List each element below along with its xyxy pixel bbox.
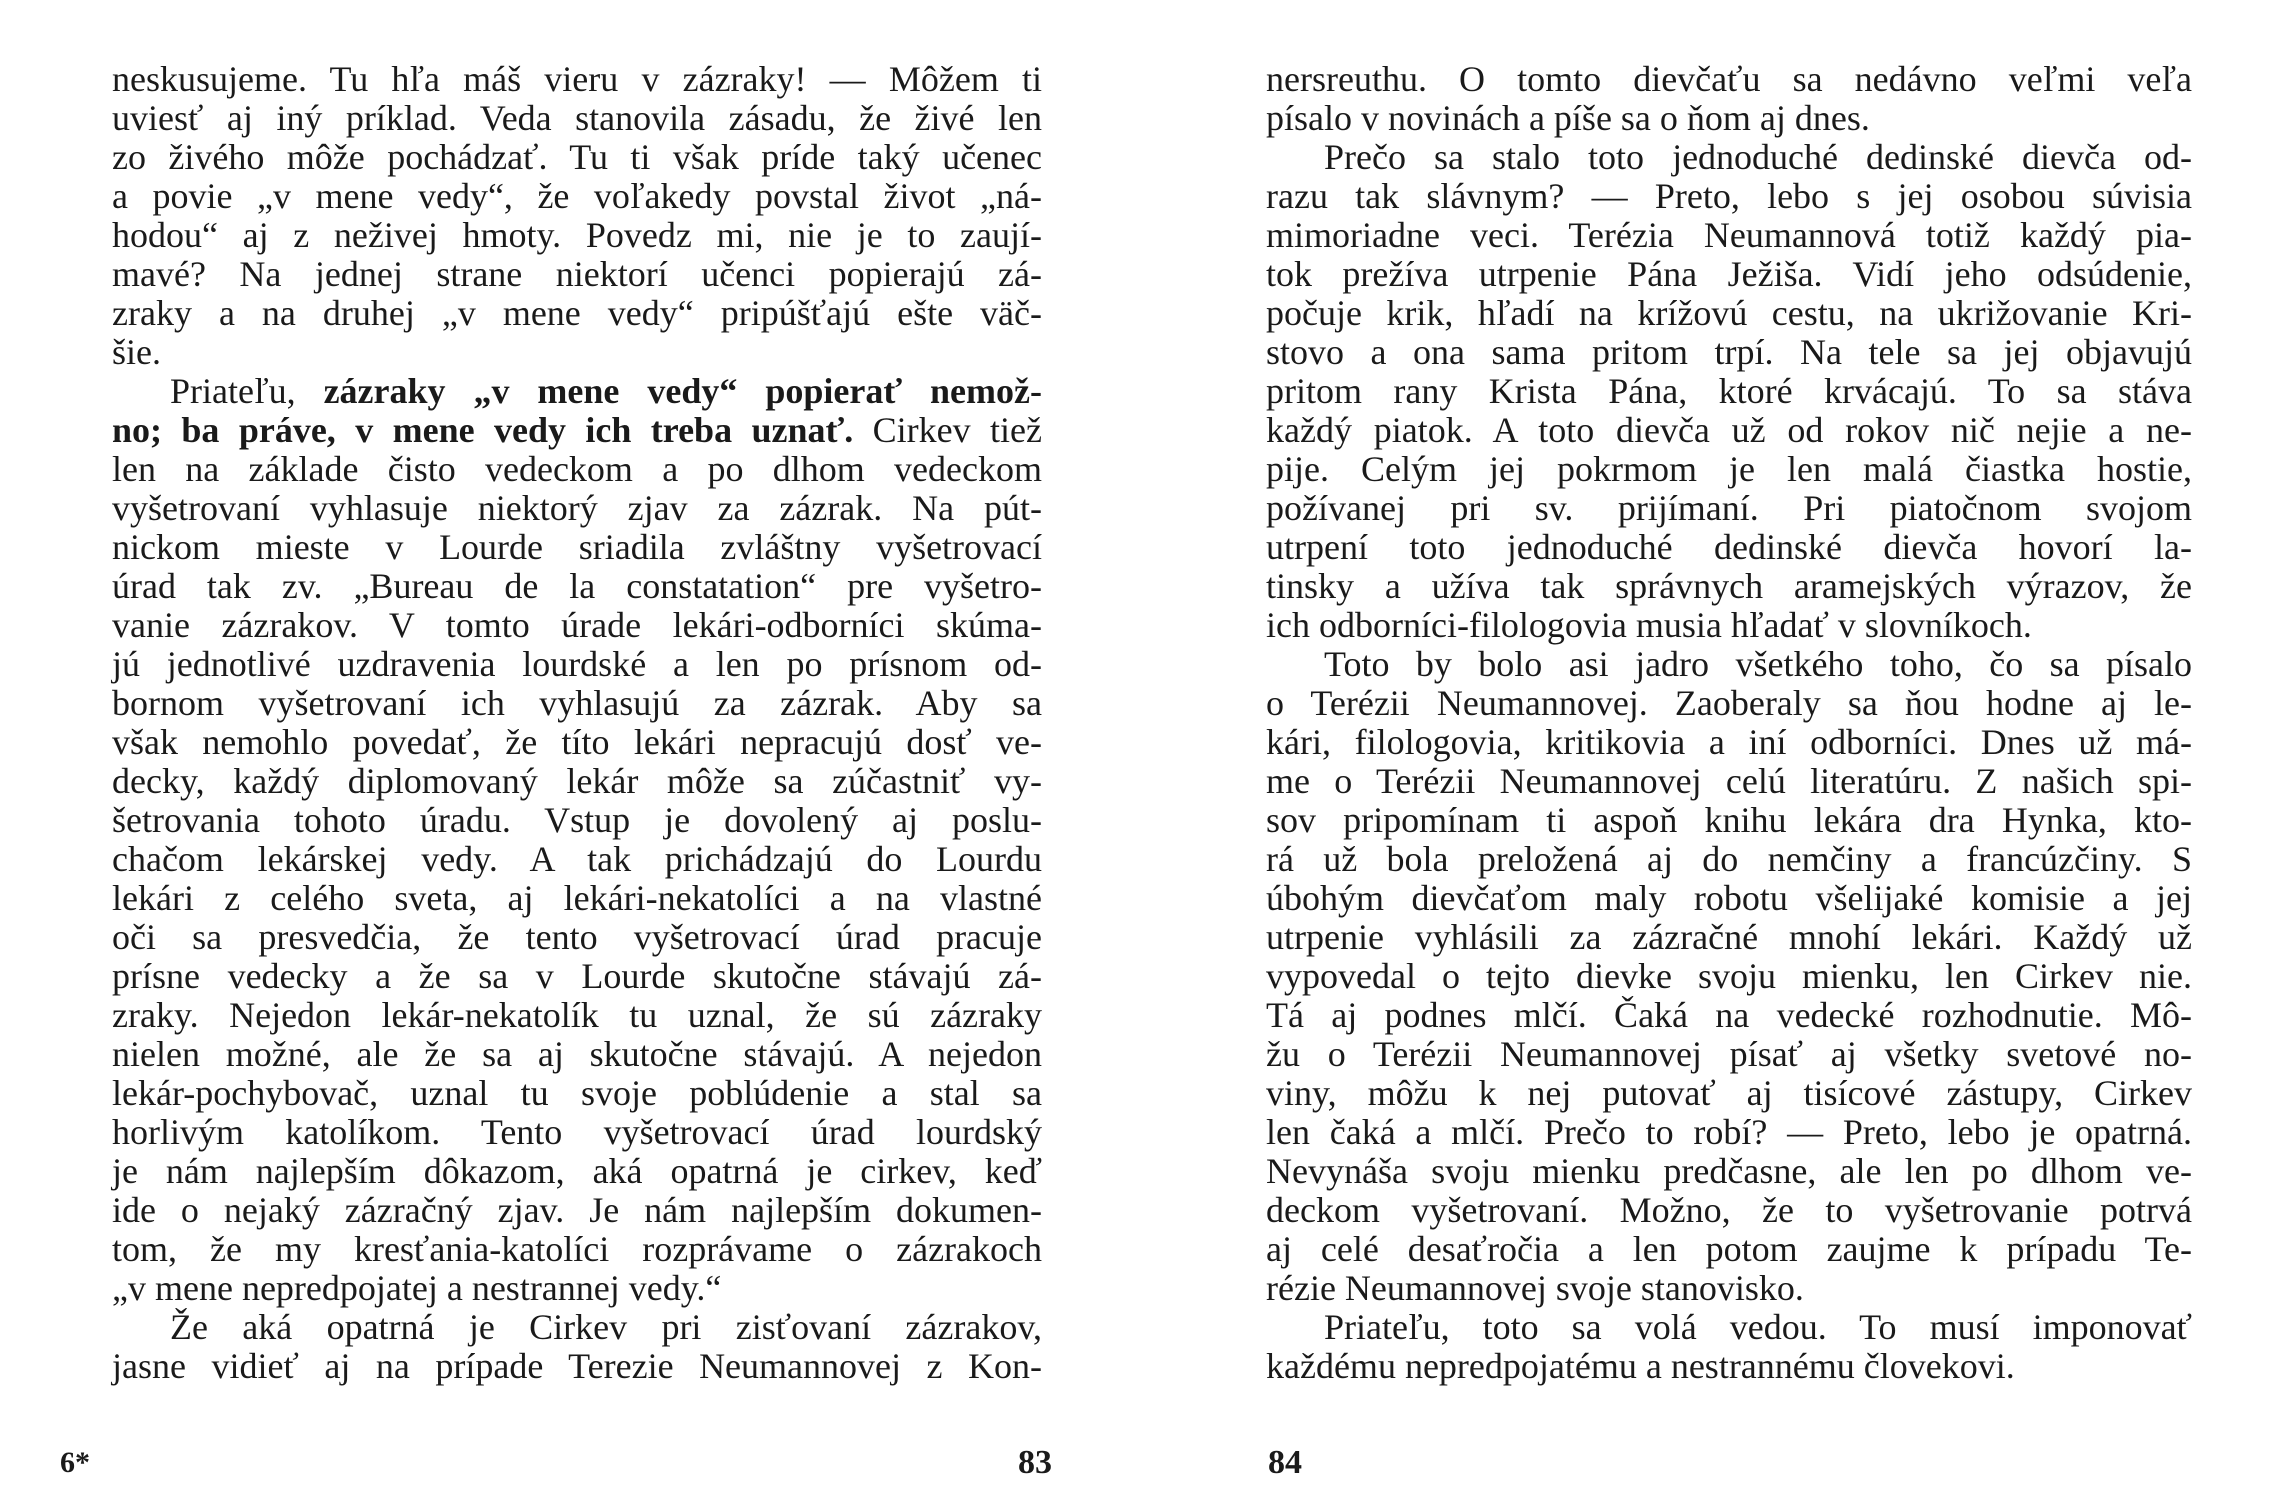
text-line: viny, môžu k nej putovať aj tisícové zástupy, Cirkev [1266, 1073, 2192, 1113]
text-line: jasne vidieť aj na prípade Terezie Neumannovej z Kon- [112, 1346, 1042, 1386]
text-line: tom, že my kresťania-katolíci rozprávame o zázrakoch [112, 1229, 1042, 1269]
text-line: jú jednotlivé uzdravenia lourdské a len po prísnom od- [112, 644, 1042, 684]
text-line: horlivým katolíkom. Tento vyšetrovací úrad lourdský [112, 1112, 1042, 1152]
text-line: úrad tak zv. „Bureau de la constatation“ pre vyšetro- [112, 566, 1042, 606]
bold-text-span: no; ba práve, v mene vedy ich treba uznať. [112, 410, 854, 450]
text-line: sov pripomínam ti aspoň knihu lekára dra Hynka, kto- [1266, 800, 2192, 840]
bold-text-span: zázraky „v mene vedy“ popierať nemož- [323, 371, 1042, 411]
text-line: nersreuthu. O tomto dievčaťu sa nedávno veľmi veľa [1266, 59, 2192, 99]
text-line: uviesť aj iný príklad. Veda stanovila zásadu, že živé len [112, 98, 1042, 138]
text-line: len na základe čisto vedeckom a po dlhom vedeckom [112, 449, 1042, 489]
text-line: Prečo sa stalo toto jednoduché dedinské dievča od- [1324, 137, 2192, 177]
text-line: neskusujeme. Tu hľa máš vieru v zázraky! — Môžem ti [112, 59, 1042, 99]
text-line: razu tak slávnym? — Preto, lebo s jej osobou súvisia [1266, 176, 2192, 216]
text-line: žu o Terézii Neumannovej písať aj všetky svetové no- [1266, 1034, 2192, 1074]
text-line: šie. [112, 332, 161, 372]
text-line [112, 411, 1042, 450]
text-line: Že aká opatrná je Cirkev pri zisťovaní zázrakov, [170, 1307, 1042, 1347]
text-line: prísne vedecky a že sa v Lourde skutočne stávajú zá- [112, 956, 1042, 996]
text-line: aj celé desaťročia a len potom zaujme k prípadu Te- [1266, 1229, 2192, 1269]
text-line: vanie zázrakov. V tomto úrade lekári-odborníci skúma- [112, 605, 1042, 645]
text-line: rá už bola preložená aj do nemčiny a francúzčiny. S [1266, 839, 2192, 879]
text-line: utrpenie vyhlásili za zázračné mnohí lekári. Každý už [1266, 917, 2192, 957]
text-line: každý piatok. A toto dievča už od rokov nič nejie a ne- [1266, 410, 2192, 450]
text-line: ich odborníci-filologovia musia hľadať v slovníkoch. [1266, 605, 2032, 645]
text-line: kári, filologovia, kritikovia a iní odborníci. Dnes už má- [1266, 722, 2192, 762]
text-line: o Terézii Neumannovej. Zaoberaly sa ňou hodne aj le- [1266, 683, 2192, 723]
text-line: mimoriadne veci. Terézia Neumannová totiž každý pia- [1266, 215, 2192, 255]
text-line: vypovedal o tejto dievke svoju mienku, len Cirkev nie. [1266, 956, 2192, 996]
text-span: Cirkev tiež [853, 410, 1042, 450]
text-line: vyšetrovaní vyhlasuje niektorý zjav za zázrak. Na pút- [112, 488, 1042, 528]
text-line: deckom vyšetrovaní. Možno, že to vyšetrovanie potrvá [1266, 1190, 2192, 1230]
text-line: oči sa presvedčia, že tento vyšetrovací úrad pracuje [112, 917, 1042, 957]
text-line: pije. Celým jej pokrmom je len malá čiastka hostie, [1266, 449, 2192, 489]
text-line: je nám najlepším dôkazom, aká opatrná je cirkev, keď [112, 1151, 1042, 1191]
text-line: mavé? Na jednej strane niektorí učenci popierajú zá- [112, 254, 1042, 294]
right-page [1146, 0, 2292, 1500]
text-line: zraky. Nejedon lekár-nekatolík tu uznal, že sú zázraky [112, 995, 1042, 1035]
text-line: me o Terézii Neumannovej celú literatúru. Z našich spi- [1266, 761, 2192, 801]
text-line: stovo a ona sama pritom trpí. Na tele sa jej objavujú [1266, 332, 2192, 372]
text-line: a povie „v mene vedy“, že voľakedy povstal život „ná- [112, 176, 1042, 216]
printer-signature-mark: 6* [60, 1446, 90, 1479]
text-line: utrpení toto jednoduché dedinské dievča hovorí la- [1266, 527, 2192, 567]
right-text-column [1266, 60, 2192, 1386]
text-line: nielen možné, ale že sa aj skutočne stávajú. A nejedon [112, 1034, 1042, 1074]
page-number-right: 84 [1268, 1444, 1302, 1481]
text-line: nickom mieste v Lourde sriadila zvláštny vyšetrovací [112, 527, 1042, 567]
left-text-column [112, 60, 1042, 1386]
text-line: chačom lekárskej vedy. A tak prichádzajú do Lourdu [112, 839, 1042, 879]
text-line: Nevynáša svoju mienku predčasne, ale len po dlhom ve- [1266, 1151, 2192, 1191]
text-line: ide o nejaký zázračný zjav. Je nám najlepším dokumen- [112, 1190, 1042, 1230]
text-line: len čaká a mlčí. Prečo to robí? — Preto, lebo je opatrná. [1266, 1112, 2192, 1152]
text-line: lekár-pochybovač, uznal tu svoje poblúdenie a stal sa [112, 1073, 1042, 1113]
text-line: Priateľu, toto sa volá vedou. To musí imponovať [1324, 1307, 2192, 1347]
text-line: písalo v novinách a píše sa o ňom aj dnes. [1266, 98, 1870, 138]
text-line: Tá aj podnes mlčí. Čaká na vedecké rozhodnutie. Mô- [1266, 995, 2192, 1035]
text-line: Toto by bolo asi jadro všetkého toho, čo sa písalo [1324, 644, 2192, 684]
text-line: „v mene nepredpojatej a nestrannej vedy.“ [112, 1268, 722, 1308]
text-line: rézie Neumannovej svoje stanovisko. [1266, 1268, 1804, 1308]
text-line: šetrovania tohoto úradu. Vstup je dovolený aj poslu- [112, 800, 1042, 840]
text-line: bornom vyšetrovaní ich vyhlasujú za zázrak. Aby sa [112, 683, 1042, 723]
text-line: tok prežíva utrpenie Pána Ježiša. Vidí jeho odsúdenie, [1266, 254, 2192, 294]
text-span: Priateľu, [170, 371, 324, 411]
text-line: však nemohlo povedať, že títo lekári nepracujú dosť ve- [112, 722, 1042, 762]
text-line: lekári z celého sveta, aj lekári-nekatolíci a na vlastné [112, 878, 1042, 918]
text-line: hodou“ aj z neživej hmoty. Povedz mi, nie je to zaují- [112, 215, 1042, 255]
page-number-left: 83 [1018, 1444, 1052, 1481]
text-line: požívanej pri sv. prijímaní. Pri piatočnom svojom [1266, 488, 2192, 528]
text-line [112, 372, 1042, 411]
text-line: decky, každý diplomovaný lekár môže sa zúčastniť vy- [112, 761, 1042, 801]
text-line: zo živého môže pochádzať. Tu ti však príde taký učenec [112, 137, 1042, 177]
text-line: úbohým dievčaťom maly robotu všelijaké komisie a jej [1266, 878, 2192, 918]
text-line: každému nepredpojatému a nestrannému človekovi. [1266, 1346, 2015, 1386]
text-line: pritom rany Krista Pána, ktoré krvácajú. To sa stáva [1266, 371, 2192, 411]
text-line: počuje krik, hľadí na krížovú cestu, na ukrižovanie Kri- [1266, 293, 2192, 333]
text-line: zraky a na druhej „v mene vedy“ pripúšťajú ešte väč- [112, 293, 1042, 333]
text-line: tinsky a užíva tak správnych aramejských výrazov, že [1266, 566, 2192, 606]
